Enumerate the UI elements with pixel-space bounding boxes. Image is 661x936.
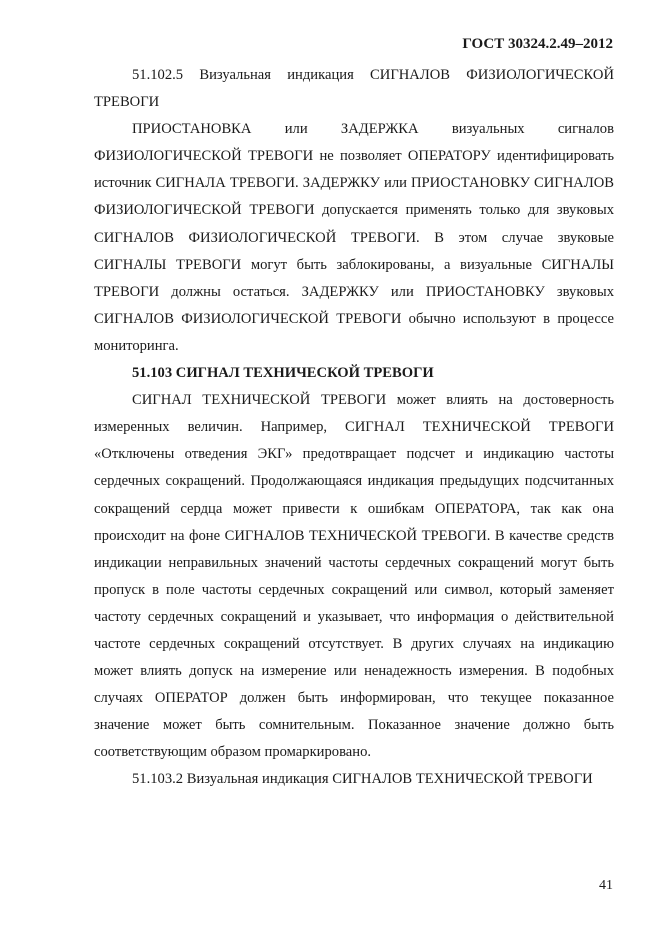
paragraph-technical-alarm: СИГНАЛ ТЕХНИЧЕСКОЙ ТРЕВОГИ может влиять на достоверность измеренных величин. Например, СИГНАЛ ТЕХНИЧЕСКОЙ ТРЕВОГИ «Отключены отведения ЭКГ» предотвращает подсчет и индикацию частоты сердечных сокращений. Продолжающаяся индикация предыдущих подсчитанных сокращений сердца может привести к ошибкам ОПЕРАТОРА, так как она происходит на фоне СИГНАЛОВ ТЕХНИЧЕСКОЙ ТРЕВОГИ. В качестве средств индикации неправильных значений частоты сердечных сокращений могут быть пропуск в поле частоты сердечных сокращений или символ, который заменяет частоту сердечных сокращений и указывает, что информация о действительной частоте сердечных сокращений отсутствует. В других случаях на индикацию может влиять допуск на измерение или ненадежность измерения. В подобных случаях ОПЕРАТОР должен быть информирован, что текущее показанное значение может быть сомнительным. Показанное значение должно быть соответствующим образом промаркировано. bbox=[94, 392, 614, 761]
page-number: 41 bbox=[599, 878, 613, 893]
subsection-heading-51-103-2: 51.103.2 Визуальная индикация СИГНАЛОВ ТЕХНИЧЕСКОЙ ТРЕВОГИ bbox=[132, 771, 593, 788]
document-header: ГОСТ 30324.2.49–2012 bbox=[462, 36, 613, 52]
subsection-heading-51-102-5: 51.102.5 Визуальная индикация СИГНАЛОВ ФИЗИОЛОГИЧЕСКОЙ ТРЕВОГИ bbox=[94, 67, 614, 111]
section-heading-51-103: 51.103 СИГНАЛ ТЕХНИЧЕСКОЙ ТРЕВОГИ bbox=[132, 365, 434, 382]
document-body bbox=[94, 62, 614, 794]
paragraph-alarm-pause: ПРИОСТАНОВКА или ЗАДЕРЖКА визуальных сигналов ФИЗИОЛОГИЧЕСКОЙ ТРЕВОГИ не позволяет ОПЕРАТОРУ идентифицировать источник СИГНАЛА ТРЕВОГИ. ЗАДЕРЖКУ или ПРИОСТАНОВКУ СИГНАЛОВ ФИЗИОЛОГИЧЕСКОЙ ТРЕВОГИ допускается применять только для звуковых СИГНАЛОВ ФИЗИОЛОГИЧЕСКОЙ ТРЕВОГИ. В этом случае звуковые СИГНАЛЫ ТРЕВОГИ могут быть заблокированы, а визуальные СИГНАЛЫ ТРЕВОГИ должны остаться. ЗАДЕРЖКУ или ПРИОСТАНОВКУ звуковых СИГНАЛОВ ФИЗИОЛОГИЧЕСКОЙ ТРЕВОГИ обычно используют в процессе мониторинга. bbox=[94, 121, 614, 354]
